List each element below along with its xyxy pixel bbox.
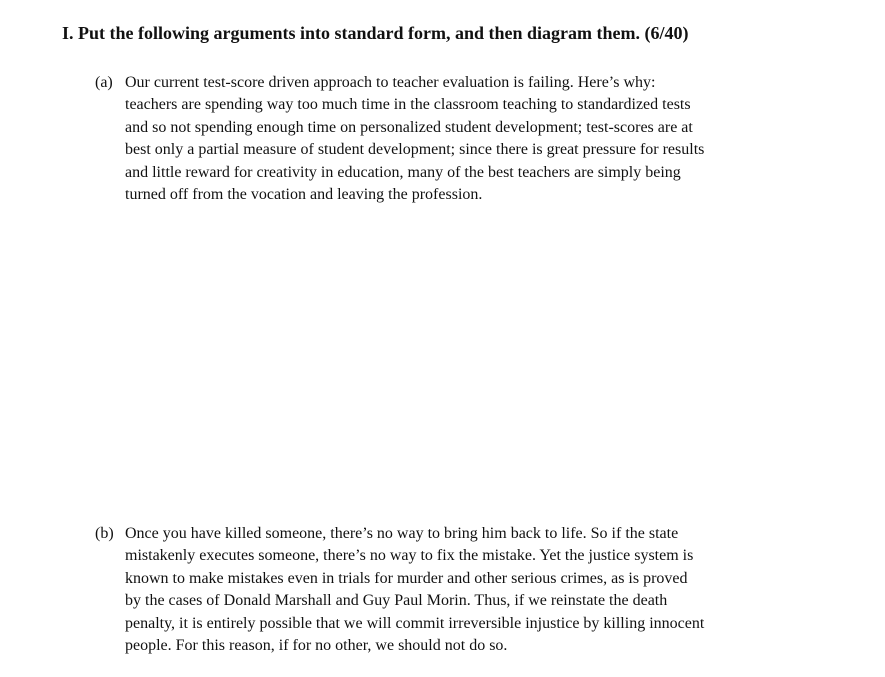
text-line: turned off from the vocation and leaving the profession. [125,186,483,204]
question-a [95,72,855,206]
text-line: Our current test-score driven approach to teacher evaluation is failing. Here’s why: [125,74,656,91]
text-line: known to make mistakes even in trials for murder and other serious crimes, as is proved [125,569,688,587]
text-line: people. For this reason, if for no other, we should not do so. [125,637,508,655]
question-b [95,523,855,657]
section-heading: I. Put the following arguments into standard form, and then diagram them. (6/40) [62,23,689,43]
question-text [125,523,855,657]
text-line: and so not spending enough time on personalized student development; test-scores are at [125,118,693,136]
text-line: and little reward for creativity in education, many of the best teachers are simply being [125,163,681,181]
text-line: Once you have killed someone, there’s no way to bring him back to life. So if the state [125,525,679,542]
text-line: mistakenly executes someone, there’s no way to fix the mistake. Yet the justice system is [125,547,694,565]
text-line: teachers are spending way too much time in the classroom teaching to standardized tests [125,96,691,114]
question-marker: (a) [95,74,113,91]
text-line: best only a partial measure of student development; since there is great pressure for results [125,141,705,159]
question-text [125,72,855,206]
text-line: penalty, it is entirely possible that we will commit irreversible injustice by killing innocent [125,614,705,632]
question-marker: (b) [95,525,114,542]
text-line: by the cases of Donald Marshall and Guy Paul Morin. Thus, if we reinstate the death [125,592,668,610]
